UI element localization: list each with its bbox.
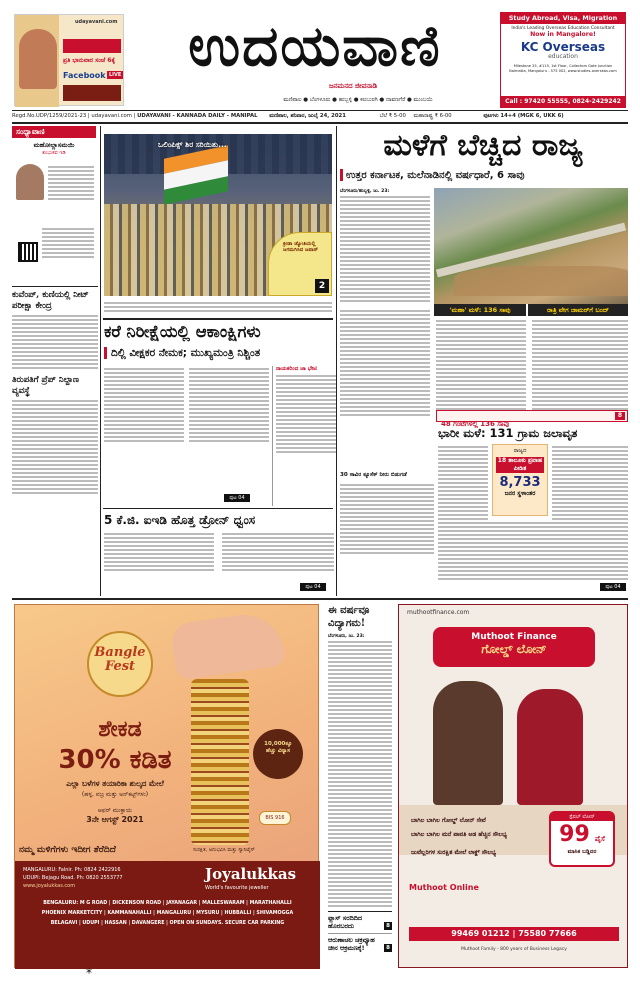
sandhyavani-column [12,126,96,284]
offer-valid-2: 3ನೇ ಆಗಸ್ಟ್ 2021 [86,815,144,824]
muthoot-bullet-3: ಜುವೆಲ್ಲರಿಗಳ ಸುರಕ್ಷಿತ ಮೇಲೆ ಲಾಕ್ಡ್ ಸೌಲಭ್ಯ [411,849,497,856]
ad-address-1: Milestone 25, #115, 1st Floor, Collectors Gate Junction [513,64,613,68]
designs-circle-text: 10,000ಕ್ಕೂ ಹೆಚ್ಚು ವಿನ್ಯಾಸ [264,741,292,754]
anchor-avatar [19,29,57,89]
olympic-photo-caption-text [104,300,332,314]
stat-label-2: 18 ತಾಲೂಕು ಪ್ರವಾಹ ಪೀಡಿತ [497,457,543,472]
joyalukkas-sub: World's favourite jeweller [205,885,269,891]
stat-value: 8,733 [499,475,541,490]
cm-subhead: ದಿಲ್ಲಿ ವೀಕ್ಷಕರ ನೇಮಕ; ಮುಖ್ಯಮಂತ್ರಿ ನಿಶ್ಚಿಂತ [111,347,261,359]
vidyagama-story [328,604,392,968]
drone-headline: 5 ಕೆ.ಜಿ. ಐಇಡಿ ಹೊತ್ತ ಡ್ರೋನ್ ಧ್ವಂಸ [104,513,256,527]
show-time: ಪ್ರತಿ ಭಾನುವಾರ ಸಂಜೆ 6ಕ್ಕೆ [63,57,115,64]
newspaper-title: ಉದಯವಾಣಿ [188,14,442,79]
muthoot-header [433,627,595,667]
offer-text-3: ಎಲ್ಲಾ ಬಳೆಗಳ ತಯಾರಿಕಾ ಶುಲ್ಕದ ಮೇಲೆ [66,779,164,788]
edition-cities: ಮಣಿಪಾಲ ● ಬೆಂಗಳೂರು ● ಹುಬ್ಬಳ್ಳಿ ● ಕಲಬುರಗಿ ● ದಾವಣಗೆರೆ ● ಮುಂಬಯಿ [283,97,433,103]
neet-headline: ಕುವೆಂಪ್, ಕುಣಿಯಲ್ಲಿ ನೀಟ್ ಪರೀಕ್ಷಾ ಕೇಂದ್ರ [12,290,89,311]
ad-subline: India's Leading Overseas Education Consultant [511,26,615,31]
deaths-box-label: 48 ಗಂಟೆಗಳಲ್ಲಿ 136 ಸಾವು [441,420,510,428]
bangle-fest-1: Bangle [94,645,146,660]
muthoot-footer: Muthoot Family - 800 years of Business Legacy [461,947,567,952]
olympic-badge[interactable] [268,232,332,296]
flood-aerial-photo [434,188,628,304]
bangle-stack-image [191,679,249,845]
price: ಬೆಲೆ ₹ 5-00 [379,113,406,119]
main-subhead-text: ಉತ್ತರ ಕರ್ನಾಟಕ, ಮಲೆನಾಡಿನಲ್ಲಿ ವರ್ಷಧಾರೆ, 6 ಸಾವು [346,170,525,181]
facebook-label: Facebook [63,71,106,80]
olympic-badge-page: 2 [315,279,329,293]
brief-2[interactable] [328,936,392,952]
drone-page-ref[interactable]: ಪುಟ 04 [300,583,326,591]
tirupati-headline: ತಿರುಪತಿಗೆ ಪ್ರೆಪ್ ನಿಲ್ದಾಣ ವ್ಯವಸ್ಥೆ [12,375,79,396]
flood-body-3 [438,520,628,582]
deaths-box-page: 8 [615,412,625,420]
overseas-ad[interactable] [500,12,626,108]
muthoot-bullet-2: ಬಾಗಿಲ ಬಾಗಿಲ ಮನೆ ಪಾವತಿ ಅಡ ಹೆಚ್ಚಿನ ಸೌಲಭ್ಯ [411,831,507,838]
sandhyavani-subtitle: ಮಹೋಲ್ಲಾಸಮಯಿ [33,141,75,149]
main-page-ref[interactable]: ಪುಟ 04 [600,583,626,591]
cities-line-3: BELAGAVI | UDUPI | HASSAN | DAVANGERE | OPEN ON SUNDAYS. SECURE CAR PARKING [50,921,285,926]
flood-body-1 [438,444,488,526]
cm-page-ref[interactable]: ಪುಟ 04 [224,494,250,502]
main-body-col-3 [436,318,526,412]
cm-sidebar [272,366,336,506]
main-body-col-1 [340,188,430,304]
offer-text-1: ಶೇಕಡ [98,717,142,742]
drone-body-2 [222,531,334,573]
rate-value: 99 [559,822,590,847]
store-safety: ಸುರಕ್ಷಿತ, ಅನುಭವಿಸಿ ಮತ್ತು ಸ್ಯಾನಿಟೈಸ್ [193,847,255,853]
rate-box [549,811,615,867]
main-body-col-4 [532,318,628,412]
page-count: ಪುಟಗಳು 14+4 (MGK 6, UKK 6) [483,113,564,119]
bis-purity: BIS 916 [259,811,291,825]
brand-logo: udayavani.com [75,19,118,25]
muthoot-brand: Muthoot Finance [471,632,557,642]
ad-mangalore: Now in Mangalore! [530,31,596,38]
maha-rain-tag: 'ಮಹಾ' ಮಳೆ: 136 ಸಾವು [434,304,526,316]
tagline: ಜನಮನದ ಜೀವನಾಡಿ [328,82,378,90]
bangle-fest-badge [87,631,153,697]
main-headline: ಮಳೆಗೆ ಬೆಚ್ಚಿದ ರಾಜ್ಯ [383,128,583,163]
deaths-box[interactable] [436,410,628,428]
regd-number: Regd.No.UDP/1259/2021-23 [12,113,87,119]
muthoot-ad[interactable] [398,604,628,968]
cm-body-col-1 [104,366,184,444]
sandhyavani-title: ಸಂಧ್ಯಾವಾಣಿ [12,126,96,138]
price-maharashtra: ಮಹಾರಾಷ್ಟ್ರ ₹ 6-00 [413,113,452,119]
bangle-fest-2: Fest [104,659,136,674]
offer-text-2: 30% ಕಡಿತ [58,745,172,775]
vidyagama-dateline: ಬೆಂಗಳೂರು, ಜು. 23: [328,634,365,639]
crop-headline: 30 ಸಾವಿರ ಕ್ಯೂಸೆಕ್ ನೀರು ಬಿಡುಗಡೆ [340,472,407,478]
kc-brand-sub: education [548,53,578,60]
hand-image [170,610,287,681]
brief-1-page: 8 [386,923,390,929]
main-dateline: ಬೆಂಗಳೂರು/ಹುಬ್ಬಳ್ಳಿ, ಜು. 23: [340,189,390,194]
ad-headline: Study Abroad, Visa, Migration [501,13,625,24]
flood-stat-box [492,444,548,516]
edition-label: UDAYAVANI - KANNADA DAILY - MANIPAL [137,113,258,119]
cm-headline-1: ಕರೆ ನಿರೀಕ್ಷೆಯಲ್ಲಿ ಆಕಾಂಕ್ಷಿಗಳು [104,322,261,341]
issue-date: ಮಣಿಪಾಲ, ಶನಿವಾರ, ಜುಲೈ 24, 2021 [269,113,346,119]
muthoot-bullet-1: ಬಾಗಿಲ ಬಾಗಿಲ ಗೋಲ್ಡ್ ಲೋನ್ ಸೇವೆ [411,817,486,824]
author-avatar [16,164,44,200]
rate-sub: ಮಾಸಿಕ ಬಡ್ಡಿದರ [567,849,597,855]
offer-text-4: (ಹಳ್ಳ, ವಜ್ರ ಮತ್ತು ಅನ್‌ಕಟ್ಟ್‌ಗಳು) [81,791,149,798]
left-briefs [12,290,98,595]
store-address-1: MANGALURU: Falnir. Ph: 0824 2422916 [23,867,121,873]
ad-phone: Call : 97420 55555, 0824-2429242 [501,96,625,107]
main-subhead [340,168,628,184]
stat-label-1: ರಾಜ್ಯದ [513,448,527,454]
cm-headline-2 [104,344,336,362]
cities-line-2: PHOENIX MARKETCITY | KAMMANAHALLI | MANGALURU | MYSURU | HUBBALLI | SHIVAMOGGA [41,911,294,916]
rate-label: ಸ್ಪೆಷಲ್ ಲೋನ್ [551,813,613,821]
offer-valid-1: ಆಫರ್ ಮುಕ್ತಾಯ [97,807,133,814]
vidyagama-headline-1: ಈ ವರ್ಷವೂ [328,605,370,616]
joyalukkas-brand: Joyalukkas [205,865,297,883]
muthoot-online[interactable]: Muthoot Online [409,883,479,892]
vidyagama-headline-2: ವಿದ್ಯಾಗಮ! [328,618,366,629]
brief-1-text: ಫ್ಲಾಸ್ ಸರದಿದಿದ ಹೊರಬರದು [328,914,362,930]
ad-address-2: Balmatta, Mangaluru - 575 002, www.studies-overseas.com [509,69,617,73]
ambassador-photo [433,681,503,805]
joyalukkas-ad[interactable] [14,604,319,968]
facebook-promo-ad[interactable] [14,14,124,106]
actress-photo [517,689,583,805]
rate-unit: ಪೈಸೆ [594,835,605,843]
store-slogan: ನಮ್ಮ ಮಳಿಗೆಗಳು ಇದೀಗ ತೆರೆದಿದೆ [19,845,116,855]
olympic-badge-text: ಕ್ರೀಡಾ ಜ್ಯೋತಿಯಲ್ಲಿ ಜಗಮಗಿಸಿದ ಜಪಾನ್ [283,241,319,254]
live-badge: LIVE [109,72,122,78]
cm-body-col-2 [189,366,269,444]
main-body-col-5 [340,482,434,556]
store-site[interactable]: www.joyalukkas.com [23,883,76,889]
cities-line-1: BENGALURU: M G ROAD | DICKENSON ROAD | JAYANAGAR | MALLESWARAM | MARATHAHALLI [43,901,292,906]
sandhyavani-author: ಶಂಭುಕವ ಇಡಿ [42,150,66,156]
flood-body-2 [552,444,628,526]
kc-brand: KC Overseas [520,40,606,54]
brief-2-text: ಆರುಣಾಚಲ ಚಕ್ರವ್ಯೂಹ ಚೀನ ಆಕ್ರಮಣಕ್ಕೆ! [328,936,375,952]
drone-body-1 [104,531,214,573]
flood-headline: ಭಾರೀ ಮಳೆ: 131 ಗ್ರಾಮ ಜಲಾವೃತ [438,426,578,440]
brief-2-page: 8 [386,945,390,951]
muthoot-product: ಗೋಲ್ಡ್ ಲೋನ್ [481,642,547,656]
photo-caption-banner: ಒಲಿಂಪಿಕ್ಸ್ ಶಿರ ಸರಿಯಿತು... [158,140,227,149]
stat-label-3: ಜನರ ಸ್ಥಳಾಂತರ [504,490,536,497]
store-address-2: UDUPI: Bejagu Road. Ph: 0820 2553777 [23,875,123,881]
muthoot-phone[interactable]: 99469 01212 | 75580 77666 [409,927,619,941]
qr-code-icon [18,242,38,262]
site-url[interactable]: udayavani.com [91,113,132,119]
brief-1[interactable] [328,914,392,930]
muthoot-site[interactable]: muthootfinance.com [407,609,470,616]
main-body-col-2 [340,308,430,418]
designs-circle [253,729,303,779]
night-jammer-tag: ರಾತ್ರಿ ವೇಗ ಜಾಮರ್‌ಗೆ ಬಂದ್ [528,304,628,316]
cm-sidebar-title: ನಾಯಕರಿಂದ ಜಾ ಭೇಟಿ [276,366,317,372]
folio-line: Regd.No.UDP/1259/2021-23 | udayavani.com | UDAYAVANI - KANNADA DAILY - MANIPAL ಮಣಿಪಾಲ, ಶನಿವಾರ, ಜುಲೈ 24, 2021 ಬೆಲೆ ₹ 5-00 ಮಹಾರಾಷ್ಟ್ರ ₹ 6-00 ಪುಟಗಳು 14+4 (MGK 6, UKK 6) [12,113,564,119]
footer-mark: * [86,966,92,980]
